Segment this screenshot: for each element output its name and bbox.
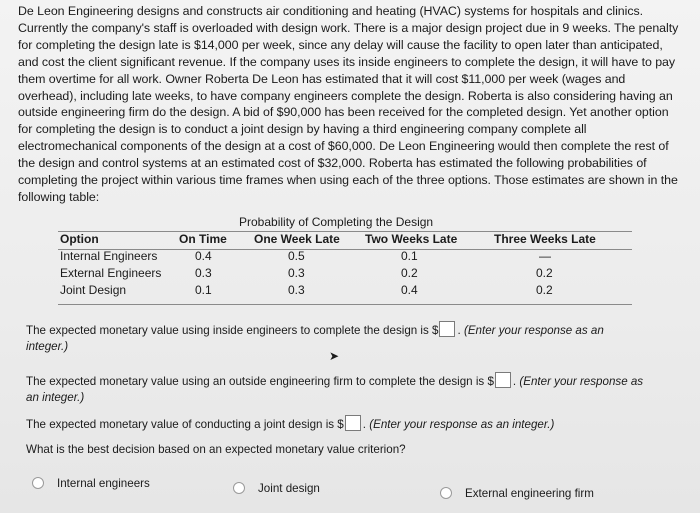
q2-text: The expected monetary value using an outside engineering firm to complete the design is $	[26, 375, 494, 388]
question-outside-firm	[26, 372, 676, 406]
q1-answer-input[interactable]	[439, 321, 455, 337]
table-row	[58, 249, 632, 266]
table-row	[58, 283, 632, 300]
q2-dot: .	[512, 375, 517, 388]
table-top-rule	[58, 231, 632, 232]
radio-joint-design[interactable]	[233, 482, 245, 494]
table-header-row	[58, 232, 632, 249]
table-bottom-rule	[58, 304, 632, 305]
col-header-on-time: On Time	[179, 232, 227, 246]
cell-two-weeks: 0.1	[401, 249, 418, 263]
cell-two-weeks: 0.4	[401, 283, 418, 297]
cell-one-week: 0.3	[288, 266, 305, 280]
col-header-option: Option	[60, 232, 99, 246]
q3-text: The expected monetary value of conducting a joint design is $	[26, 418, 344, 431]
col-header-one-week: One Week Late	[254, 232, 340, 246]
cell-one-week: 0.3	[288, 283, 305, 297]
table-group-header	[58, 215, 632, 232]
cell-option: Joint Design	[60, 283, 127, 297]
q2-hint-cont: an integer.)	[26, 391, 85, 404]
probability-table	[58, 215, 632, 300]
question-joint-design	[26, 415, 676, 433]
cell-three-weeks: 0.2	[536, 266, 553, 280]
option-external-engineering-firm[interactable]: External engineering firm	[465, 487, 594, 500]
cell-option: External Engineers	[60, 266, 162, 280]
cell-on-time: 0.3	[195, 266, 212, 280]
radio-external-engineering-firm[interactable]	[440, 487, 452, 499]
q1-dot: .	[457, 324, 461, 337]
col-header-two-weeks: Two Weeks Late	[365, 232, 458, 246]
q3-dot: .	[362, 418, 366, 431]
q1-hint-cont: integer.)	[26, 340, 69, 353]
q3-answer-input[interactable]	[345, 415, 361, 431]
q1-hint: (Enter your response as an	[463, 324, 604, 337]
option-joint-design[interactable]: Joint design	[258, 482, 320, 495]
q1-text: The expected monetary value using inside engineers to complete the design is $	[26, 324, 439, 337]
radio-internal-engineers[interactable]	[32, 477, 44, 489]
table-header-rule	[58, 249, 632, 250]
cell-on-time: 0.4	[195, 249, 212, 263]
question-inside-engineers	[26, 321, 676, 355]
mouse-cursor-icon: ➤	[329, 349, 340, 363]
cell-three-weeks: —	[539, 249, 551, 263]
cell-on-time: 0.1	[195, 283, 212, 297]
col-header-three-weeks: Three Weeks Late	[494, 232, 596, 246]
cell-one-week: 0.5	[288, 249, 305, 263]
table-row	[58, 266, 632, 283]
option-internal-engineers[interactable]: Internal engineers	[57, 477, 150, 490]
q2-hint: (Enter your response as	[519, 375, 644, 388]
cell-option: Internal Engineers	[60, 249, 158, 263]
question-best-decision: What is the best decision based on an expected monetary value criterion?	[26, 443, 406, 456]
cell-two-weeks: 0.2	[401, 266, 418, 280]
q3-hint: (Enter your response as an integer.)	[369, 418, 555, 431]
q2-answer-input[interactable]	[495, 372, 511, 388]
problem-statement: De Leon Engineering designs and constructs air conditioning and heating (HVAC) systems for hospitals and clinics. Currently the company's staff is overloaded with design work. There is a major design project due in 9 weeks. The penalty for completing the design late is $14,000 per week, since any delay will cause the facility to open later than anticipated, and cost the client significant revenue. If the company uses its inside engineers to complete the design, it will have to pay them overtime for all work. Owner Roberta De Leon has estimated that it will cost $11,000 per week (wages and overhead), including late weeks, to have company engineers complete the design. Roberta is also considering having an outside engineering firm do the design. A bid of $90,000 has been received for the completed design. Yet another option for completing the design is to conduct a joint design by having a third engineering company complete all electromechanical components of the design at a cost of $60,000. De Leon Engineering would then complete the rest of the design and control systems at an estimated cost of $32,000. Roberta has estimated the following probabilities of completing the project within various time frames when using each of the three options. Those estimates are shown in the following table:	[18, 4, 679, 204]
cell-three-weeks: 0.2	[536, 283, 553, 297]
table-group-title: Probability of Completing the Design	[239, 215, 434, 229]
